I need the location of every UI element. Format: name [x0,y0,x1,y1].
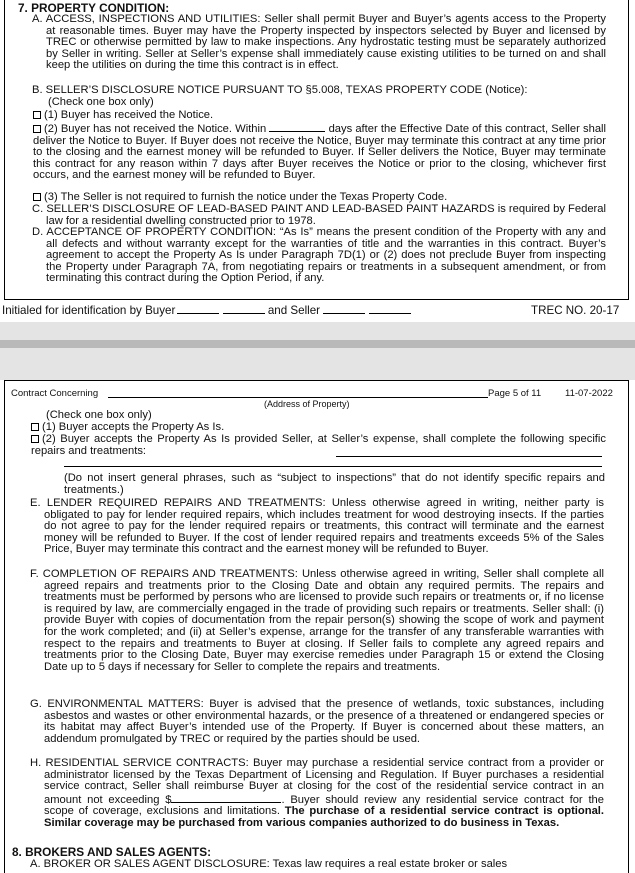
clause-7h-text-a: H. RESIDENTIAL SERVICE CONTRACTS: Buyer may purchase a residential service contract from a provider or administrator licensed by the Texas Department of Licensing and Regulation. If Buyer purchases a residential service contract, Seller shall reimburse Buyer at closing for the cost of the residential service contract in an amount not exceeding $ [30,757,604,806]
repairs-line-2[interactable] [64,466,602,467]
clause-7d: D. ACCEPTANCE OF PROPERTY CONDITION: “As Is” means the present condition of the Property with any and all defects and without warranty except for the warranties of title and the warranties in this contract. Buyer’s agreement to accept the Property As Is under Paragraph 7D(1) or (2) does not preclude Buyer from inspecting the Property under Paragraph 7A, from negotiating repairs or treatments in a subsequent amendment, or from terminating this contract during the Option Period, if any. [32,226,606,285]
checkbox-7b2[interactable] [33,125,41,133]
clause-7h-text-b: . Buyer should review any residential service contract for the scope of coverage, exclusions and limitations. [44,793,604,818]
notice-days-blank[interactable] [269,122,325,132]
clause-7c: C. SELLER’S DISCLOSURE OF LEAD-BASED PAINT AND LEAD-BASED PAINT HAZARDS is required by Federal law for a residential dwelling constructed prior to 1978. [32,203,606,227]
check-one-note: (Check one box only) [48,96,154,108]
clause-7b-heading: B. SELLER’S DISCLOSURE NOTICE PURSUANT TO §5.008, TEXAS PROPERTY CODE (Notice): [32,84,528,96]
clause-7h [30,758,604,830]
trec-number: TREC NO. 20-17 [531,304,620,317]
and-seller-label: and Seller [267,304,321,317]
page-5 [0,380,635,873]
checkbox-7b3[interactable] [33,193,41,201]
page-separator [0,322,635,380]
repairs-note: (Do not insert general phrases, such as “subject to inspections” that do not identify specific repairs and treatments.) [64,472,605,496]
option-7b2 [33,122,606,182]
option-7b1-label: (1) Buyer has received the Notice. [44,109,214,121]
initials-line [2,304,411,317]
option-7b2-label-a: (2) Buyer has not received the Notice. Within [44,123,267,135]
initialed-label: Initialed for identification by Buyer [2,304,176,317]
clause-7g: G. ENVIRONMENTAL MATTERS: Buyer is advised that the presence of wetlands, toxic substances, including asbestos and wastes or other environmental hazards, or the presence of a threatened or endangered species or its habitat may affect Buyer’s intended use of the Property. If Buyer is concerned about these matters, an addendum promulgated by TREC or required by the parties should be used. [30,698,604,745]
address-caption: (Address of Property) [264,399,350,409]
checkbox-7b1[interactable] [33,111,41,119]
option-7d1-label: (1) Buyer accepts the Property As Is. [42,421,225,433]
option-7b2-label-b: days after the Effective Date of this contract, Seller shall deliver the Notice to Buyer. If Buyer does not receive the Notice, Buyer may terminate this contract at any time prior to the closing and the earnest money will be refunded to Buyer. If Seller delivers the Notice, Buyer may terminate this contract for any reason within 7 days after Buyer receives the Notice or prior to the closing, whichever first occurs, and the earnest money will be refunded to Buyer. [33,123,607,182]
clause-7h-bold: The purchase of a residential service contract is optional. Similar coverage may be purchased from various companies authorized to do business in Texas. [44,805,605,829]
option-7d2-label: (2) Buyer accepts the Property As Is provided Seller, at Seller’s expense, shall complete the following specific repairs and treatments: [31,433,606,457]
repairs-line-1[interactable] [336,456,602,457]
service-contract-amount-blank[interactable] [171,793,281,803]
option-7d1 [31,422,224,434]
page-4-bottom [0,0,635,322]
property-address-line[interactable] [108,397,488,398]
option-7d2 [31,434,606,457]
buyer-initial-2[interactable] [223,304,265,314]
clause-7f: F. COMPLETION OF REPAIRS AND TREATMENTS: Unless otherwise agreed in writing, Seller shall complete all agreed repairs and treatments prior to the Closing Date and obtain any required permits. The repairs and treatments must be performed by persons who are licensed to provide such repairs or treatments or, if no license is required by law, are commercially engaged in the trade of providing such repairs or treatments. Seller shall: (i) provide Buyer with copies of documentation from the repair person(s) showing the scope of work and payment for the work completed; and (ii) at Seller’s expense, arrange for the transfer of any transferable warranties with respect to the repairs and treatments to Buyer at closing. If Seller fails to complete any agreed repairs and treatments prior to the Closing Date, Buyer may exercise remedies under Paragraph 15 or extend the Closing Date up to 5 days if necessary for Seller to complete the repairs and treatments. [30,568,604,673]
option-7b3 [33,192,447,204]
page-separator-bar [0,340,635,348]
clause-8a: A. BROKER OR SALES AGENT DISCLOSURE: Texas law requires a real estate broker or sales [30,859,508,870]
section-8-heading: 8. BROKERS AND SALES AGENTS: [12,845,212,859]
seller-initial-2[interactable] [369,304,411,314]
seller-initial-1[interactable] [323,304,365,314]
page-number: Page 5 of 11 [488,388,542,399]
checkbox-7d2[interactable] [31,435,39,443]
clause-7a: A. ACCESS, INSPECTIONS AND UTILITIES: Seller shall permit Buyer and Buyer’s agents access to the Property at reasonable times. Buyer may have the Property inspected by inspectors selected by Buyer and licensed by TREC or otherwise permitted by law to make inspections. Any hydrostatic testing must be separately authorized by Seller in writing. Seller at Seller’s expense shall immediately cause existing utilities to be turned on and shall keep the utilities on during the time this contract is in effect. [32,13,606,72]
form-date: 11-07-2022 [565,388,613,399]
option-7b1 [33,110,213,122]
checkbox-7d1[interactable] [31,423,39,431]
clause-7e: E. LENDER REQUIRED REPAIRS AND TREATMENTS: Unless otherwise agreed in writing, neither party is obligated to pay for lender required repairs, which includes treatment for wood destroying insects. If the parties do not agree to pay for the lender required repairs or treatments, this contract will terminate and the earnest money will be refunded to Buyer. If the cost of lender required repairs and treatments exceeds 5% of the Sales Price, Buyer may terminate this contract and the earnest money will be refunded to Buyer. [30,497,604,556]
section-7-heading: 7. PROPERTY CONDITION: [18,1,170,15]
check-one-note-2: (Check one box only) [46,409,152,421]
buyer-initial-1[interactable] [177,304,219,314]
option-7b3-label: (3) The Seller is not required to furnish the notice under the Texas Property Code. [44,191,448,203]
contract-concerning: Contract Concerning [11,388,99,399]
